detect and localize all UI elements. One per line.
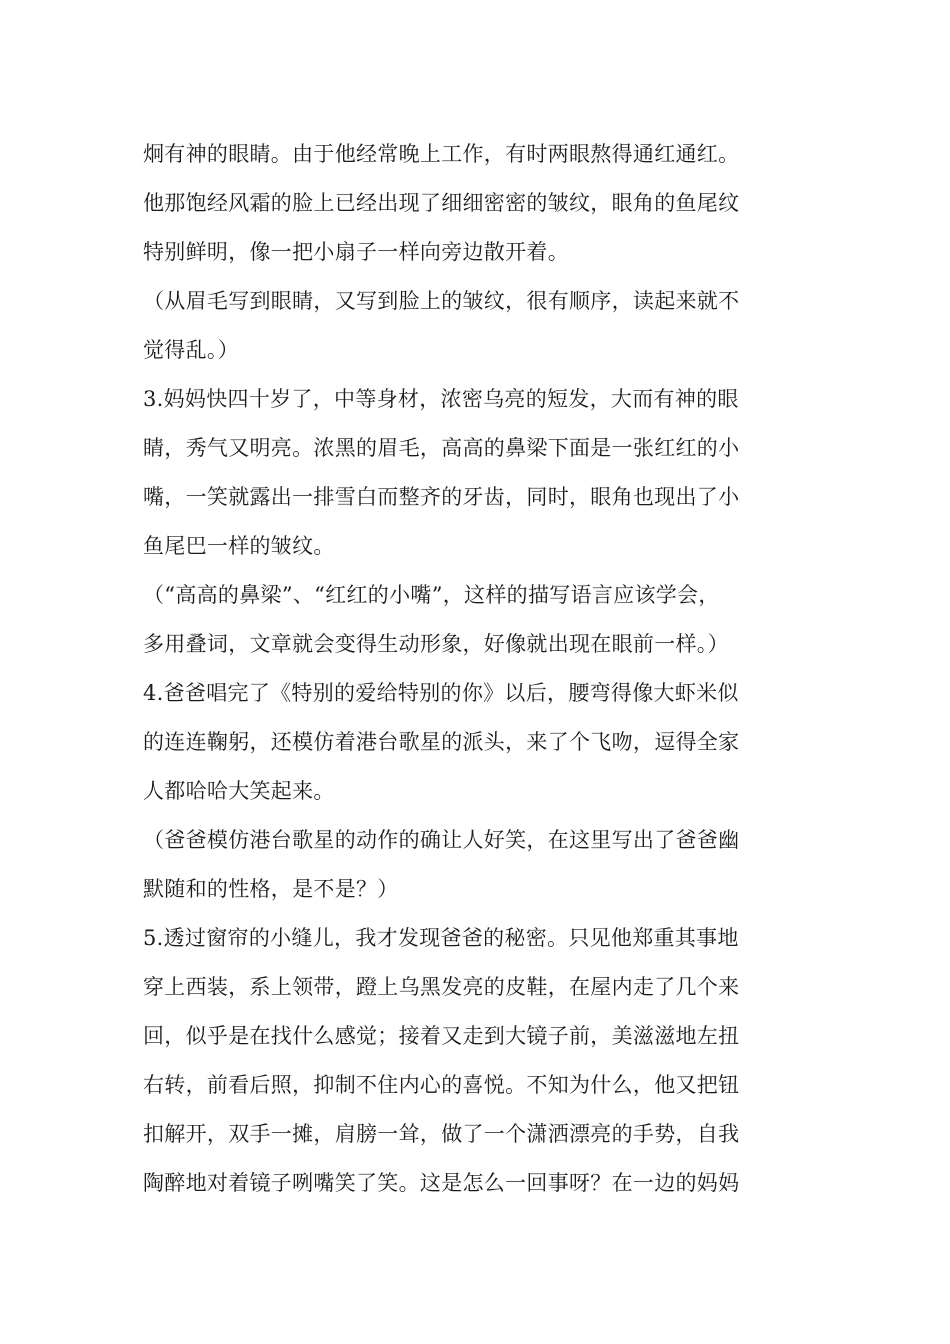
text-line: （“高高的鼻梁”、“红红的小嘴”，这样的描写语言应该学会， [143, 583, 720, 607]
text-line: 扣解开，双手一摊，肩膀一耸，做了一个潇洒漂亮的手势，自我 [143, 1122, 740, 1146]
text-line: 嘴，一笑就露出一排雪白而整齐的牙齿，同时，眼角也现出了小 [143, 485, 740, 509]
text-line: 穿上西装，系上领带，蹬上乌黑发亮的皮鞋，在屋内走了几个来 [143, 975, 740, 999]
text-line: （爸爸模仿港台歌星的动作的确让人好笑，在这里写出了爸爸幽 [143, 828, 740, 852]
text-line: 觉得乱。） [143, 338, 239, 362]
text-line: 右转，前看后照，抑制不住内心的喜悦。不知为什么，他又把钮 [143, 1073, 740, 1097]
text-line: 的连连鞠躬，还模仿着港台歌星的派头，来了个飞吻，逗得全家 [143, 730, 740, 754]
text-line: 3.妈妈快四十岁了，中等身材，浓密乌亮的短发，大而有神的眼 [143, 387, 739, 411]
text-line: 鱼尾巴一样的皱纹。 [143, 534, 335, 558]
text-line: 5.透过窗帘的小缝儿，我才发现爸爸的秘密。只见他郑重其事地 [143, 926, 739, 950]
text-line: 特别鲜明，像一把小扇子一样向旁边散开着。 [143, 240, 569, 264]
text-line: 4.爸爸唱完了《特别的爱给特别的你》以后，腰弯得像大虾米似 [143, 681, 739, 705]
body-text [143, 130, 813, 1208]
text-line: 他那饱经风霜的脸上已经出现了细细密密的皱纹，眼角的鱼尾纹 [143, 191, 740, 215]
text-line: 人都哈哈大笑起来。 [143, 779, 335, 803]
text-line: 陶醉地对着镜子咧嘴笑了笑。这是怎么一回事呀？在一边的妈妈 [143, 1171, 740, 1195]
text-line: 炯有神的眼睛。由于他经常晚上工作，有时两眼熬得通红通红。 [143, 142, 740, 166]
text-line: 睛，秀气又明亮。浓黑的眉毛，高高的鼻梁下面是一张红红的小 [143, 436, 740, 460]
text-line: 默随和的性格，是不是？） [143, 877, 399, 901]
text-line: 回，似乎是在找什么感觉；接着又走到大镜子前，美滋滋地左扭 [143, 1024, 740, 1048]
text-line: 多用叠词，文章就会变得生动形象，好像就出现在眼前一样。） [143, 632, 729, 656]
text-line: （从眉毛写到眼睛，又写到脸上的皱纹，很有顺序，读起来就不 [143, 289, 740, 313]
